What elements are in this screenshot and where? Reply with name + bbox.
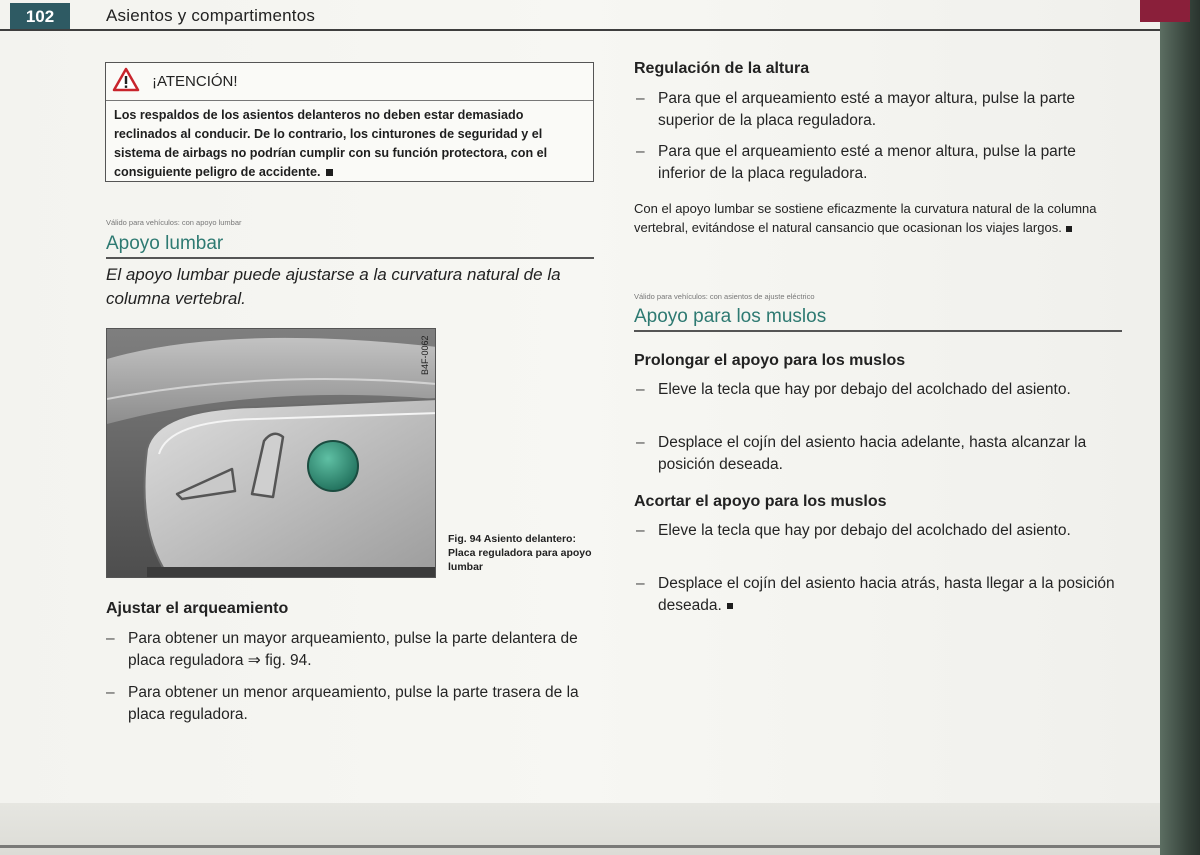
list-item: – Desplace el cojín del asiento hacia atrás, hasta llegar a la posición deseada. [636, 573, 1124, 617]
warning-box [105, 62, 594, 182]
list-item: – Para obtener un mayor arqueamiento, pulse la parte delantera de placa reguladora ⇒ fig. 94. [106, 628, 594, 672]
warning-text: Los respaldos de los asientos delanteros no deben estar demasiado reclinados al conducir. De lo contrario, los cinturones de seguridad y el sistema de airbags no podrían cumplir con su función protectora, con el consiguiente peligro de accidente. [114, 108, 548, 179]
section-rule-thighs [634, 330, 1122, 332]
lumbar-intro: El apoyo lumbar puede ajustarse a la curvatura natural de la columna vertebral. [106, 265, 561, 308]
section-title-thighs: Apoyo para los muslos [634, 306, 827, 327]
list-item: – Eleve la tecla que hay por debajo del acolchado del asiento. [636, 379, 1106, 401]
list-item: – Para que el arqueamiento esté a menor altura, pulse la parte inferior de la placa reguladora. [636, 141, 1120, 185]
end-of-section-icon [727, 603, 733, 609]
warning-title: ¡ATENCIÓN! [152, 73, 238, 90]
list-item: – Eleve la tecla que hay por debajo del acolchado del asiento. [636, 520, 1106, 542]
figure-seat-control [106, 328, 436, 578]
warning-header [106, 63, 593, 101]
list-item: – Para obtener un menor arqueamiento, pulse la parte trasera de la placa reguladora. [106, 682, 594, 726]
section-rule-lumbar [106, 257, 594, 259]
validity-note-thighs: Válido para vehículos: con asientos de ajuste eléctrico [634, 292, 815, 301]
page-number: 102 [10, 3, 70, 31]
end-of-section-icon [326, 169, 333, 176]
warning-text-block [106, 101, 593, 182]
lumbar-note: Con el apoyo lumbar se sostiene eficazmente la curvatura natural de la columna vertebral, evitándose el natural cansancio que ocasionan los viajes largos. [634, 201, 1097, 235]
warning-triangle-icon [112, 67, 140, 97]
chapter-title: Asientos y compartimentos [106, 6, 316, 25]
header-rule [0, 29, 1160, 31]
list-item: – Para que el arqueamiento esté a mayor altura, pulse la parte superior de la placa reguladora. [636, 88, 1120, 132]
lumbar-control-button [308, 441, 358, 491]
page-edge [1160, 0, 1200, 855]
section-title-lumbar: Apoyo lumbar [106, 233, 224, 254]
subheading-extend: Prolongar el apoyo para los muslos [634, 352, 906, 369]
seat-control-illustration [107, 329, 436, 578]
validity-note-lumbar: Válido para vehículos: con apoyo lumbar [106, 218, 242, 227]
figure-code: B4F-0062 [420, 335, 430, 375]
footer-line [0, 845, 1160, 848]
figure-caption: Fig. 94 Asiento delantero: Placa reguladora para apoyo lumbar [448, 533, 592, 573]
subheading-height: Regulación de la altura [634, 60, 810, 77]
subheading-adjust-arch: Ajustar el arqueamiento [106, 600, 289, 617]
thumb-index-tab [1140, 0, 1190, 22]
subheading-shorten: Acortar el apoyo para los muslos [634, 493, 887, 510]
end-of-section-icon [1066, 226, 1072, 232]
list-item: – Desplace el cojín del asiento hacia adelante, hasta alcanzar la posición deseada. [636, 432, 1106, 476]
